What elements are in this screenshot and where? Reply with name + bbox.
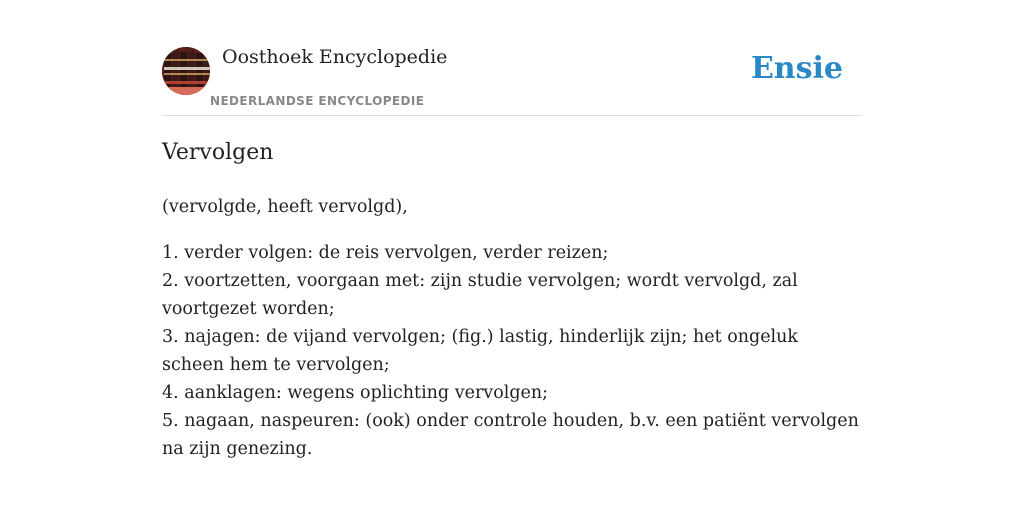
definition-item: 1. verder volgen: de reis vervolgen, verder reizen; [162, 243, 609, 263]
page-container [162, 0, 862, 459]
definition-item: 2. voortzetten, voorgaan met: zijn studie vervolgen; wordt vervolgd, zal voortgezet worden; [162, 271, 798, 319]
brand-logo-link[interactable]: Ensie [750, 51, 843, 86]
definition-item: 3. najagen: de vijand vervolgen; (fig.) lastig, hinderlijk zijn; het ongeluk scheen hem te vervolgen; [162, 327, 799, 375]
definition-list [162, 239, 862, 463]
definition-item: 4. aanklagen: wegens oplichting vervolgen; [162, 383, 549, 403]
encyclopedia-books-icon[interactable] [162, 47, 210, 95]
grammar-forms: (vervolgde, heeft vervolgd), [162, 197, 408, 217]
site-title-link[interactable]: Oosthoek Encyclopedie [222, 46, 448, 68]
site-subtitle: NEDERLANDSE ENCYCLOPEDIE [210, 94, 425, 108]
definition-item: 5. nagaan, naspeuren: (ook) onder controle houden, b.v. een patiënt vervolgen na zijn genezing. [162, 411, 859, 459]
site-header [162, 0, 862, 116]
page-title: Vervolgen [162, 140, 274, 165]
